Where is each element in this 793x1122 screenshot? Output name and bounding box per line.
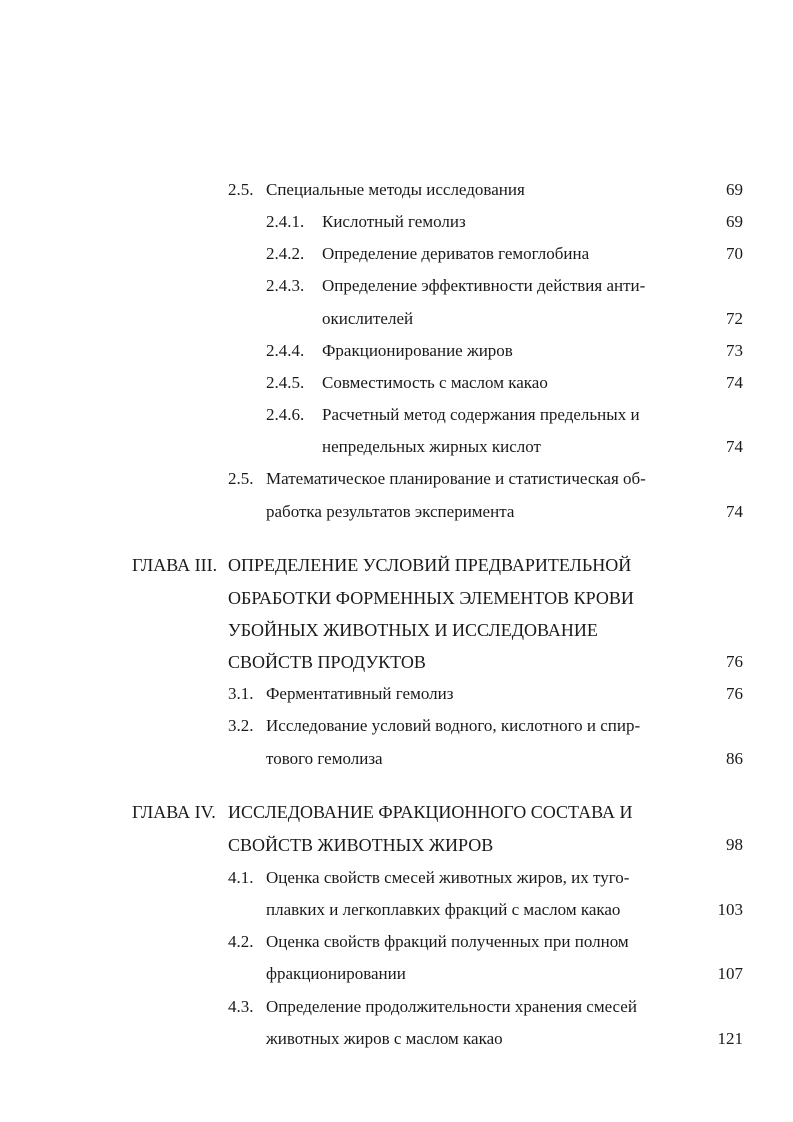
toc-entry — [266, 341, 513, 361]
toc-chapter-number: ГЛАВА III. — [132, 555, 218, 575]
toc-title: Специальные методы исследования — [266, 180, 525, 199]
toc-number: 2.4.6. — [266, 405, 305, 424]
toc-page: 72 — [726, 309, 743, 328]
toc-title: Кислотный гемолиз — [322, 212, 466, 231]
toc-entry — [266, 276, 646, 296]
toc-title-continuation: СВОЙСТВ ЖИВОТНЫХ ЖИРОВ — [228, 835, 494, 855]
toc-page: 74 — [726, 437, 743, 456]
toc-entry — [266, 212, 466, 232]
toc-page: 107 — [717, 964, 743, 983]
toc-title: Исследование условий водного, кислотного и спир- — [266, 716, 641, 735]
toc-chapter-title: ИССЛЕДОВАНИЕ ФРАКЦИОННОГО СОСТАВА И — [228, 802, 633, 822]
toc-title: Определение продолжительности хранения смесей — [266, 997, 637, 1016]
toc-number: 4.3. — [228, 997, 254, 1016]
toc-entry — [228, 469, 646, 489]
toc-title-continuation: непредельных жирных кислот — [322, 437, 541, 456]
toc-page: 70 — [726, 244, 743, 263]
toc-number: 2.5. — [228, 180, 254, 199]
toc-title-continuation: УБОЙНЫХ ЖИВОТНЫХ И ИССЛЕДОВАНИЕ — [228, 620, 598, 640]
toc-entry — [228, 180, 525, 200]
toc-number: 2.4.1. — [266, 212, 305, 231]
toc-number: 2.4.5. — [266, 373, 305, 392]
toc-entry — [228, 868, 630, 888]
toc-number: 2.5. — [228, 469, 254, 488]
toc-title: Расчетный метод содержания предельных и — [322, 405, 640, 424]
toc-title: Определение дериватов гемоглобина — [322, 244, 590, 263]
toc-chapter-title: ОПРЕДЕЛЕНИЕ УСЛОВИЙ ПРЕДВАРИТЕЛЬНОЙ — [228, 555, 632, 575]
toc-page: 121 — [717, 1029, 743, 1048]
toc-title-continuation: фракционировании — [266, 964, 406, 983]
toc-number: 2.4.3. — [266, 276, 305, 295]
toc-title-continuation: тового гемолиза — [266, 749, 383, 768]
toc-page: 86 — [726, 749, 743, 768]
toc-page: 74 — [726, 502, 743, 521]
toc-title-continuation: СВОЙСТВ ПРОДУКТОВ — [228, 652, 426, 672]
toc-chapter — [132, 555, 632, 575]
toc-number: 2.4.2. — [266, 244, 305, 263]
toc-chapter-number: ГЛАВА IV. — [132, 802, 216, 822]
toc-number: 4.1. — [228, 868, 254, 887]
toc-entry — [266, 373, 548, 393]
toc-title-continuation: окислителей — [322, 309, 414, 328]
toc-page: 73 — [726, 341, 743, 360]
toc-chapter — [132, 802, 633, 822]
toc-title-continuation: плавких и легкоплавких фракций с маслом какао — [266, 900, 621, 919]
toc-entry — [266, 244, 590, 264]
toc-page: 98 — [726, 835, 743, 854]
toc-page: 69 — [726, 180, 743, 199]
toc-entry — [228, 684, 454, 704]
toc-page: 76 — [726, 652, 743, 671]
toc-page: 69 — [726, 212, 743, 231]
toc-title-continuation: работка результатов эксперимента — [266, 502, 515, 521]
toc-title: Математическое планирование и статистическая об- — [266, 469, 646, 488]
toc-number: 2.4.4. — [266, 341, 305, 360]
toc-number: 4.2. — [228, 932, 254, 951]
toc-number: 3.1. — [228, 684, 254, 703]
toc-entry — [266, 405, 640, 425]
toc-entry — [228, 997, 637, 1017]
toc-entry — [228, 716, 641, 736]
toc-title-continuation: ОБРАБОТКИ ФОРМЕННЫХ ЭЛЕМЕНТОВ КРОВИ — [228, 588, 634, 608]
toc-title: Оценка свойств смесей животных жиров, их туго- — [266, 868, 630, 887]
toc-title: Фракционирование жиров — [322, 341, 513, 360]
toc-title: Оценка свойств фракций полученных при полном — [266, 932, 629, 951]
toc-page: 103 — [717, 900, 743, 919]
toc-page: 74 — [726, 373, 743, 392]
toc-entry — [228, 932, 629, 952]
toc-title-continuation: животных жиров с маслом какао — [266, 1029, 503, 1048]
toc-title: Определение эффективности действия анти- — [322, 276, 646, 295]
toc-title: Совместимость с маслом какао — [322, 373, 548, 392]
toc-title: Ферментативный гемолиз — [266, 684, 454, 703]
toc-number: 3.2. — [228, 716, 254, 735]
toc-page: 76 — [726, 684, 743, 703]
